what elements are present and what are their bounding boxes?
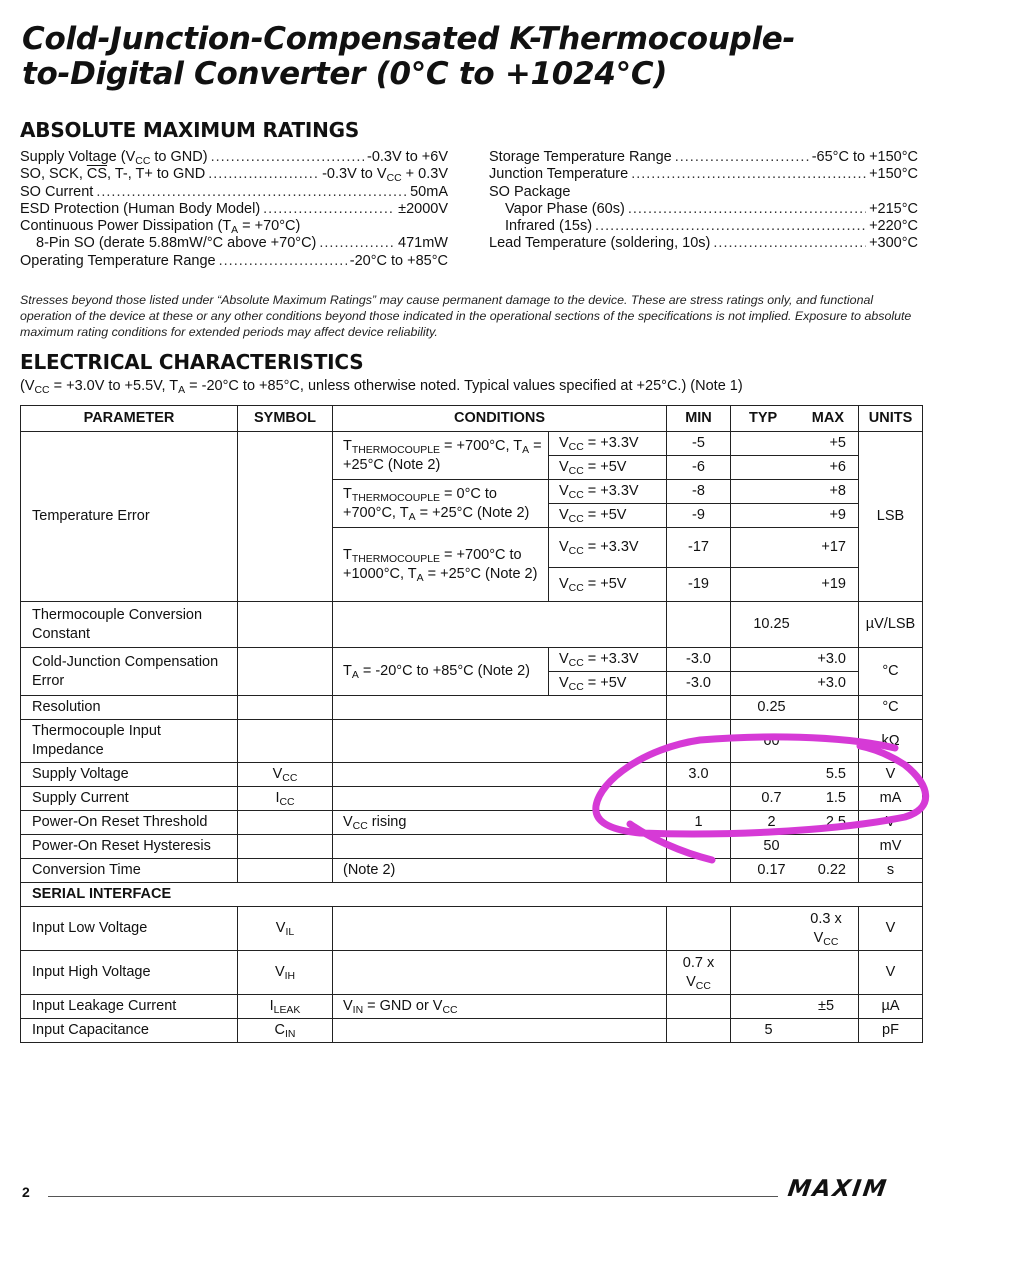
condition-cell	[333, 696, 667, 720]
max-value: +6	[829, 459, 846, 475]
amr-value: -65°C to +150°C	[811, 149, 918, 165]
condition-cell	[333, 763, 667, 787]
max-value: +3.0	[817, 675, 846, 691]
units-cell: LSB	[859, 432, 923, 602]
amr-right-row	[489, 235, 918, 252]
amr-heading: ABSOLUTE MAXIMUM RATINGS	[20, 118, 360, 142]
min-cell: -8	[667, 480, 731, 504]
amr-left-column	[20, 149, 448, 270]
units-cell: V	[859, 951, 923, 995]
min-cell	[667, 696, 731, 720]
min-cell	[667, 995, 731, 1019]
condition-cell	[333, 1019, 667, 1043]
section-heading: SERIAL INTERFACE	[21, 883, 923, 907]
min-cell: 1	[667, 811, 731, 835]
symbol-cell	[238, 720, 333, 763]
amr-label: Storage Temperature Range	[489, 149, 672, 165]
typ-max-cell	[731, 859, 859, 883]
typ-value	[731, 434, 812, 453]
symbol-cell: $I_{CC}$	[238, 787, 333, 811]
symbol-cell: $C_{IN}$	[238, 1019, 333, 1043]
symbol-cell	[238, 602, 333, 648]
vcc-condition-cell: $V_{CC} = +5V$	[549, 568, 667, 602]
typ-max-cell	[731, 995, 859, 1019]
amr-right-row	[489, 149, 918, 166]
param-cell: Input Low Voltage	[21, 907, 238, 951]
table-row	[21, 907, 923, 951]
max-value	[812, 837, 846, 856]
vcc-condition-cell: $V_{CC} = +5V$	[549, 672, 667, 696]
condition-cell	[333, 907, 667, 951]
amr-label: SO Current	[20, 183, 94, 200]
table-row	[21, 432, 923, 456]
amr-value: 50mA	[410, 183, 448, 200]
table-row	[21, 951, 923, 995]
param-cell: Power-On Reset Threshold	[21, 811, 238, 835]
param-cell: Power-On Reset Hysteresis	[21, 835, 238, 859]
amr-label: 8-Pin SO (derate 5.88mW/°C above +70°C)	[36, 235, 317, 252]
max-value: +5	[829, 435, 846, 451]
condition-cell: $T_A = -20^\circ C$ to +85°C (Note 2)	[333, 648, 549, 696]
max-value: +9	[829, 507, 846, 523]
amr-left-row	[20, 201, 448, 218]
min-cell: -9	[667, 504, 731, 528]
typ-max-cell	[731, 568, 859, 602]
amr-label: Supply Voltage ($V_{CC}$ to GND)	[20, 149, 208, 167]
typ-value: 50	[763, 838, 780, 854]
amr-value: -0.3V to +6V	[366, 149, 448, 165]
symbol-cell: $V_{IH}$	[238, 951, 333, 995]
typ-value: 60	[763, 732, 780, 749]
min-cell: -3.0	[667, 648, 731, 672]
min-cell	[667, 835, 731, 859]
typ-max-cell	[731, 907, 859, 951]
typ-max-cell	[731, 787, 859, 811]
amr-label: Vapor Phase (60s)	[505, 200, 625, 217]
param-cell: Conversion Time	[21, 859, 238, 883]
condition-cell: $V_{CC}$ rising	[333, 811, 667, 835]
condition-cell: $T_{THERMOCOUPLE} = +700^\circ C$ to +1000°C, $T_A = +25^\circ C$ (Note 2)	[333, 528, 549, 602]
amr-left-row	[20, 184, 448, 201]
amr-right-row	[489, 218, 918, 235]
units-cell: mA	[859, 787, 923, 811]
param-cell: Input High Voltage	[21, 951, 238, 995]
col-max: MAX	[811, 410, 844, 426]
units-cell: µV/LSB	[859, 602, 923, 648]
condition-cell	[333, 720, 667, 763]
param-cell: Input Capacitance	[21, 1019, 238, 1043]
typ-value	[731, 674, 812, 693]
max-value	[812, 732, 846, 751]
typ-value	[731, 650, 812, 669]
vcc-condition-cell: $V_{CC} = +3.3V$	[549, 480, 667, 504]
col-conditions: CONDITIONS	[333, 406, 667, 432]
col-symbol: SYMBOL	[238, 406, 333, 432]
footer-rule	[48, 1196, 778, 1197]
typ-value: 5	[764, 1022, 773, 1038]
table-row	[21, 995, 923, 1019]
amr-value: +215°C	[869, 200, 918, 217]
table-row	[21, 811, 923, 835]
symbol-cell	[238, 432, 333, 602]
typ-max-cell	[731, 763, 859, 787]
stress-note: Stresses beyond those listed under “Absolute Maximum Ratings” may cause permanent damage to the device. These are stress ratings only, and functional operation of the device at these or any other conditions beyond those indicated in the operational sections of the specifications is not implied. Exposure to absolute maximum rating conditions for extended periods may affect device reliability.	[20, 293, 912, 339]
typ-max-cell	[731, 835, 859, 859]
table-row	[21, 859, 923, 883]
max-value: +3.0	[817, 651, 846, 667]
symbol-cell	[238, 811, 333, 835]
typ-max-cell	[731, 432, 859, 456]
typ-value: 0.17	[757, 862, 786, 878]
amr-left-row	[20, 149, 448, 166]
symbol-cell: $V_{IL}$	[238, 907, 333, 951]
col-typ-max	[731, 406, 859, 432]
amr-left-row	[20, 166, 448, 183]
units-cell: mV	[859, 835, 923, 859]
units-cell: µA	[859, 995, 923, 1019]
symbol-cell	[238, 835, 333, 859]
typ-value: 2	[767, 814, 776, 830]
condition-cell	[333, 787, 667, 811]
min-cell: -3.0	[667, 672, 731, 696]
maxim-logo: MAXIM	[786, 1176, 890, 1202]
condition-cell	[333, 602, 667, 648]
amr-label: SO Package	[489, 183, 571, 200]
typ-max-cell	[731, 504, 859, 528]
condition-cell: $T_{THERMOCOUPLE} = 0^\circ C$ to +700°C, $T_A = +25^\circ C$ (Note 2)	[333, 480, 549, 528]
min-cell: -17	[667, 528, 731, 568]
vcc-condition-cell: $V_{CC} = +5V$	[549, 456, 667, 480]
table-row	[21, 763, 923, 787]
min-cell: -19	[667, 568, 731, 602]
symbol-cell	[238, 648, 333, 696]
units-cell: V	[859, 811, 923, 835]
min-cell: -6	[667, 456, 731, 480]
max-value: 1.5	[825, 790, 846, 806]
units-cell: pF	[859, 1019, 923, 1043]
ec-conditions-note: ($V_{CC} = +3.0V$ to +5.5V, $T_A = -20^\circ C$ to +85°C, unless otherwise noted. Typical values specified at +25°C.) (Note 1)	[20, 378, 743, 396]
max-value: 2.5	[825, 814, 846, 830]
amr-value: -0.3V to $V_{CC} + 0.3V$	[322, 166, 448, 185]
ec-heading: ELECTRICAL CHARACTERISTICS	[20, 350, 364, 374]
units-cell: V	[859, 763, 923, 787]
condition-cell: $T_{THERMOCOUPLE} = +700^\circ C$, $T_A = +25^\circ C$ (Note 2)	[333, 432, 549, 480]
param-cell: Thermocouple Conversion Constant	[21, 602, 238, 648]
min-cell: 0.7 x $V_{CC}$	[667, 951, 731, 995]
amr-right-row	[489, 166, 918, 183]
col-min: MIN	[667, 406, 731, 432]
symbol-cell: $I_{LEAK}$	[238, 995, 333, 1019]
amr-value: +220°C	[869, 218, 918, 235]
table-row	[21, 696, 923, 720]
amr-value: ±2000V	[398, 200, 448, 217]
typ-value	[731, 482, 812, 501]
units-cell: °C	[859, 648, 923, 696]
document-title	[22, 22, 982, 92]
typ-max-cell	[731, 456, 859, 480]
units-cell: s	[859, 859, 923, 883]
typ-value: 10.25	[753, 616, 790, 632]
amr-label: Lead Temperature (soldering, 10s)	[489, 235, 711, 252]
table-row	[21, 835, 923, 859]
min-cell	[667, 1019, 731, 1043]
typ-value	[731, 538, 812, 557]
typ-max-cell	[731, 951, 859, 995]
typ-value: 0.7	[761, 790, 782, 806]
typ-max-cell	[731, 648, 859, 672]
param-cell: Resolution	[21, 696, 238, 720]
condition-cell: (Note 2)	[333, 859, 667, 883]
amr-left-row	[20, 235, 448, 252]
amr-value: +150°C	[869, 166, 918, 183]
typ-max-cell	[731, 696, 859, 720]
amr-label: Infrared (15s)	[505, 218, 593, 235]
typ-value	[731, 506, 812, 525]
max-value: 0.22	[817, 862, 846, 878]
max-value: 0.3 x $V_{CC}$	[810, 910, 842, 948]
amr-right-row	[489, 201, 918, 218]
table-header-row	[21, 406, 923, 432]
param-cell: Supply Current	[21, 787, 238, 811]
max-value: 5.5	[825, 766, 846, 782]
amr-left-row	[20, 253, 448, 270]
table-row	[21, 1019, 923, 1043]
min-cell	[667, 907, 731, 951]
amr-label: SO, SCK, $\overline{CS}$, T-, T+ to GND	[20, 166, 206, 183]
typ-max-cell	[731, 720, 859, 763]
table-section-row	[21, 883, 923, 907]
amr-label: Continuous Power Dissipation $(T_A = +70^\circ C)$	[20, 218, 301, 237]
amr-left-row	[20, 218, 448, 235]
title-line-2: to-Digital Converter (0°C to +1024°C)	[22, 56, 668, 92]
page-number: 2	[22, 1184, 30, 1200]
typ-value: 0.25	[757, 699, 786, 715]
units-cell: kΩ	[859, 720, 923, 763]
typ-max-cell	[731, 528, 859, 568]
amr-value: +300°C	[869, 235, 918, 252]
min-cell	[667, 787, 731, 811]
amr-label: ESD Protection (Human Body Model)	[20, 200, 261, 217]
max-value: +17	[821, 539, 846, 555]
amr-label: Junction Temperature	[489, 166, 629, 183]
electrical-characteristics-table	[20, 405, 923, 1043]
param-cell: Cold-Junction Compensation Error	[21, 648, 238, 696]
typ-value	[731, 458, 812, 477]
col-typ: TYP	[749, 410, 778, 426]
param-cell: Supply Voltage	[21, 763, 238, 787]
amr-right-column	[489, 149, 918, 253]
min-cell: -5	[667, 432, 731, 456]
typ-max-cell	[731, 1019, 859, 1043]
param-cell: Input Leakage Current	[21, 995, 238, 1019]
table-row	[21, 720, 923, 763]
table-row	[21, 648, 923, 672]
amr-value: -20°C to +85°C	[349, 252, 448, 269]
max-value: +8	[829, 483, 846, 499]
max-value: +19	[821, 576, 846, 592]
min-cell	[667, 859, 731, 883]
typ-value	[731, 765, 812, 784]
min-cell	[667, 720, 731, 763]
vcc-condition-cell: $V_{CC} = +3.3V$	[549, 648, 667, 672]
units-cell: °C	[859, 696, 923, 720]
table-row	[21, 602, 923, 648]
condition-cell: $V_{IN}$ = GND or $V_{CC}$	[333, 995, 667, 1019]
param-cell: Temperature Error	[21, 432, 238, 602]
amr-right-row	[489, 184, 918, 201]
amr-label: Operating Temperature Range	[20, 252, 216, 269]
min-cell: 3.0	[667, 763, 731, 787]
vcc-condition-cell: $V_{CC} = +5V$	[549, 504, 667, 528]
param-cell: Thermocouple Input Impedance	[21, 720, 238, 763]
title-line-1: Cold-Junction-Compensated K-Thermocouple-	[22, 21, 796, 57]
col-parameter: PARAMETER	[21, 406, 238, 432]
col-units: UNITS	[859, 406, 923, 432]
amr-value: 471mW	[398, 235, 448, 252]
typ-max-cell	[731, 602, 859, 648]
condition-cell	[333, 951, 667, 995]
units-cell: V	[859, 907, 923, 951]
max-value: ±5	[817, 998, 835, 1014]
table-row	[21, 787, 923, 811]
vcc-condition-cell: $V_{CC} = +3.3V$	[549, 432, 667, 456]
symbol-cell	[238, 859, 333, 883]
typ-max-cell	[731, 811, 859, 835]
typ-value	[731, 575, 812, 594]
symbol-cell	[238, 696, 333, 720]
min-cell	[667, 602, 731, 648]
typ-max-cell	[731, 672, 859, 696]
condition-cell	[333, 835, 667, 859]
max-value	[812, 615, 846, 634]
symbol-cell: $V_{CC}$	[238, 763, 333, 787]
typ-max-cell	[731, 480, 859, 504]
max-value	[812, 698, 846, 717]
vcc-condition-cell: $V_{CC} = +3.3V$	[549, 528, 667, 568]
